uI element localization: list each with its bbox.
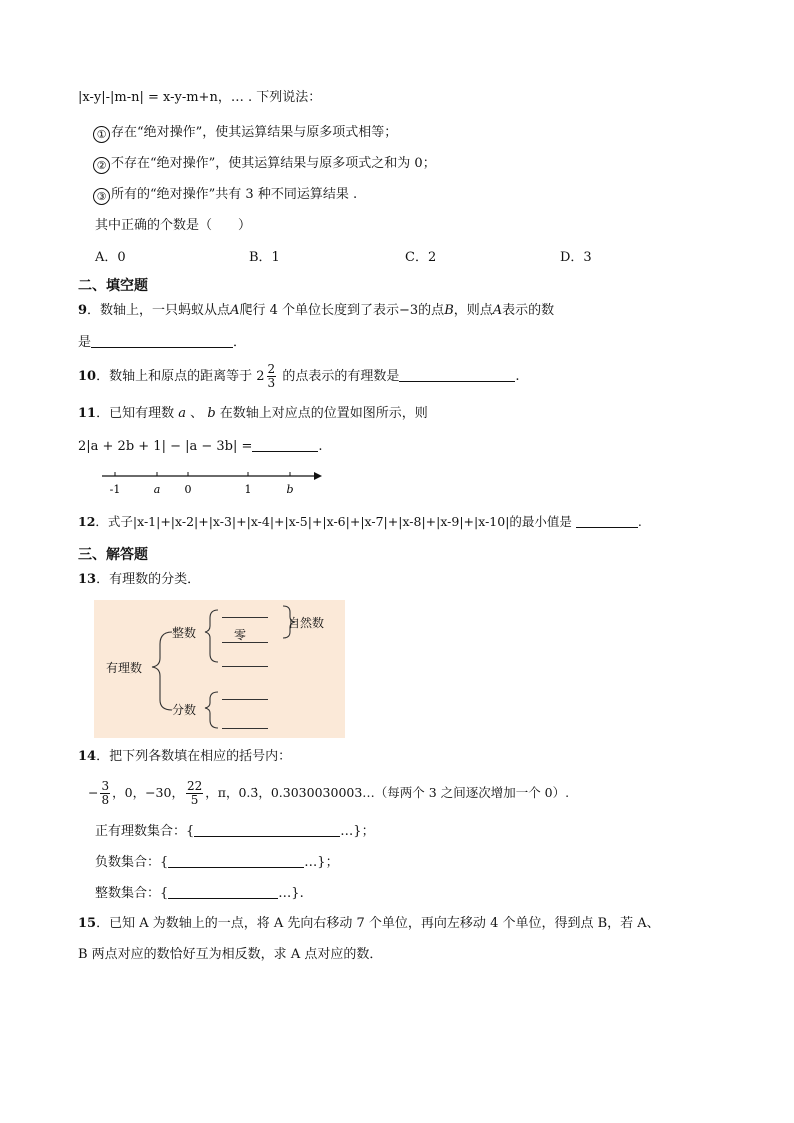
negative-number-blank[interactable] xyxy=(168,853,304,868)
rational-classification-figure xyxy=(94,600,345,738)
q13-line: 13．有理数的分类． xyxy=(78,572,201,587)
fraction-22-5: $\frac{22}{5}$ xyxy=(186,779,203,807)
section-3-title: 三、解答题 xyxy=(78,547,148,563)
q12-line: 12．式子|x-1|+|x-2|+|x-3|+|x-4|+|x-5|+|x-6|+|x-7|+|x-8|+|x-9|+|x-10|的最小值是 . xyxy=(78,514,642,529)
root-brace xyxy=(152,632,172,710)
q8-option-d: D．3 xyxy=(560,250,592,265)
blank-positive-integer[interactable] xyxy=(222,617,268,618)
label-fraction: 分数 xyxy=(172,703,197,717)
q12-answer-blank[interactable] xyxy=(576,513,638,528)
q15-line1: 15．已知 A 为数轴上的一点，将 A 先向右移动 7 个单位，再向左移动 4 个单位，得到点 B，若 A、 xyxy=(78,916,660,931)
integer-blank[interactable] xyxy=(168,884,278,899)
integer-brace xyxy=(205,610,218,662)
fraction-brace xyxy=(205,692,218,728)
q10-answer-blank[interactable] xyxy=(399,367,515,382)
blank-positive-fraction[interactable] xyxy=(222,699,268,700)
label-1: 1 xyxy=(244,483,252,496)
label-b: b xyxy=(286,483,294,496)
q11-answer-blank[interactable] xyxy=(252,437,318,452)
q9-line1: 9．数轴上，一只蚂蚁从点A爬行 4 个单位长度到了表示−3的点B，则点A表示的数 xyxy=(78,303,555,318)
q8-question: 其中正确的个数是（ ） xyxy=(95,218,252,233)
q8-statement-2: ② 不存在“绝对操作”，使其运算结果与原多项式之和为 0； xyxy=(93,155,436,174)
q11-line1: 11．已知有理数 a 、 b 在数轴上对应点的位置如图所示，则 xyxy=(78,406,428,421)
q8-statement-3: ③ 所有的“绝对操作”共有 3 种不同运算结果 . xyxy=(93,186,357,205)
label-rational: 有理数 xyxy=(106,661,143,675)
marker-2: ② xyxy=(93,157,110,174)
q8-option-a: A．0 xyxy=(95,250,126,265)
section-2-title: 二、填空题 xyxy=(78,278,148,294)
marker-3: ③ xyxy=(93,188,110,205)
positive-rational-blank[interactable] xyxy=(194,822,340,837)
q8-intro: |x-y|-|m-n| = x-y-m+n，… . 下列说法： xyxy=(78,90,322,105)
q10-line: 10．数轴上和原点的距离等于 2 $\frac{2}{3}$ 的点表示的有理数是 . xyxy=(78,362,520,390)
q8-statement-1: ① 存在“绝对操作”，使其运算结果与原多项式相等； xyxy=(93,124,397,143)
marker-1: ① xyxy=(93,126,110,143)
q14-set-integer: 整数集合：{ …}. xyxy=(95,886,304,901)
fraction-3-8: $\frac{3}{8}$ xyxy=(101,779,110,807)
blank-negative-fraction[interactable] xyxy=(222,728,268,729)
blank-negative-integer[interactable] xyxy=(222,666,268,667)
q9-line2: 是 ． xyxy=(78,335,247,350)
label-natural: 自然数 xyxy=(288,616,325,630)
q11-number-line xyxy=(100,462,330,498)
q8-option-c: C．2 xyxy=(405,250,437,265)
q14-set-positive: 正有理数集合：{ …}； xyxy=(95,824,375,839)
axis-arrow xyxy=(314,472,322,480)
q14-set-negative: 负数集合：{ …}； xyxy=(95,855,339,870)
label-a: a xyxy=(153,483,161,496)
q15-line2: B 两点对应的数恰好互为相反数，求 A 点对应的数． xyxy=(78,947,383,962)
q8-option-b: B．1 xyxy=(249,250,280,265)
q9-answer-blank[interactable] xyxy=(91,333,233,348)
label-minus-1: -1 xyxy=(109,483,121,496)
q11-expression: 2|a + 2b + 1| − |a − 3b| = . xyxy=(78,439,323,454)
q14-line: 14．把下列各数填在相应的括号内： xyxy=(78,749,292,764)
label-0: 0 xyxy=(184,483,192,496)
label-integer: 整数 xyxy=(172,626,197,640)
zero-underline xyxy=(222,642,268,643)
q14-number-list: − $\frac{3}{8}$ ，0，−30， $\frac{22}{5}$ ，π，0.3̇，0.3030030003…（每两个 3 之间逐次增加一个 0）. xyxy=(88,779,570,807)
q10-fraction: $\frac{2}{3}$ xyxy=(267,362,276,390)
label-zero: 零 xyxy=(234,628,247,642)
